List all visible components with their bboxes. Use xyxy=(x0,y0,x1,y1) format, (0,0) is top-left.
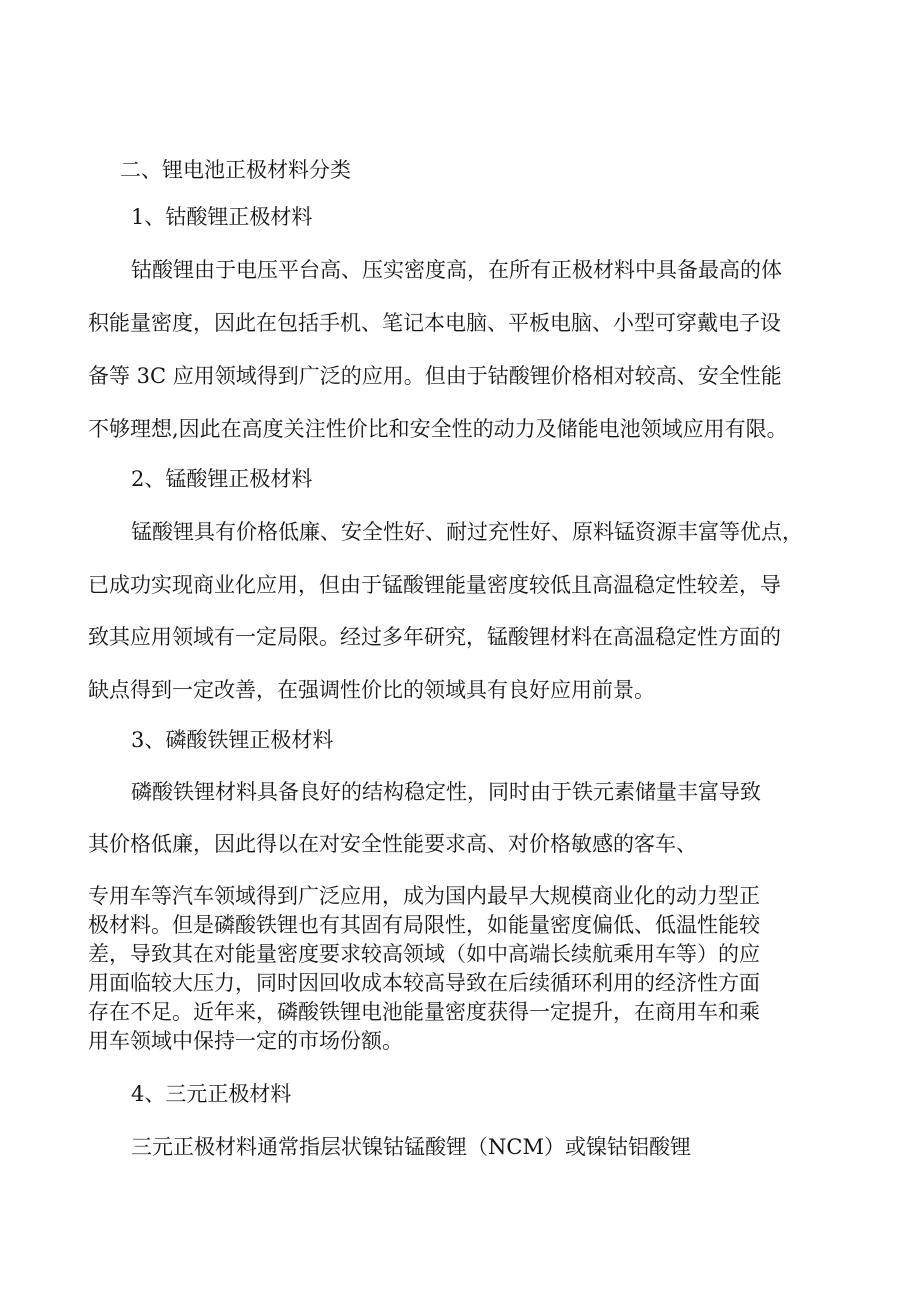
subsection-heading-3: 3、磷酸铁锂正极材料 xyxy=(131,728,334,752)
paragraph-line: 缺点得到一定改善，在强调性价比的领域具有良好应用前景。 xyxy=(88,678,655,702)
paragraph-line: 积能量密度，因此在包括手机、笔记本电脑、平板电脑、小型可穿戴电子设 xyxy=(88,311,781,335)
paragraph-line: 备等 3C 应用领域得到广泛的应用。但由于钴酸锂价格相对较高、安全性能 xyxy=(88,364,782,388)
paragraph-line: 用面临较大压力，同时因回收成本较高导致在后续循环利用的经济性方面 xyxy=(88,971,760,995)
paragraph-line: 极材料。但是磷酸铁锂也有其固有局限性，如能量密度偏低、低温性能较 xyxy=(88,913,760,937)
paragraph-line: 专用车等汽车领域得到广泛应用，成为国内最早大规模商业化的动力型正 xyxy=(88,884,760,908)
paragraph-line: 钴酸锂由于电压平台高、压实密度高，在所有正极材料中具备最高的体 xyxy=(131,258,782,282)
paragraph-line: 存在不足。近年来，磷酸铁锂电池能量密度获得一定提升，在商用车和乘 xyxy=(88,1000,760,1024)
paragraph-line: 锰酸锂具有价格低廉、安全性好、耐过充性好、原料锰资源丰富等优点， xyxy=(131,520,803,544)
subsection-heading-1: 1、钴酸锂正极材料 xyxy=(131,205,313,229)
subsection-heading-4: 4、三元正极材料 xyxy=(131,1082,292,1106)
paragraph-line: 不够理想,因此在高度关注性价比和安全性的动力及储能电池领域应用有限。 xyxy=(88,417,788,441)
paragraph-line: 磷酸铁锂材料具备良好的结构稳定性，同时由于铁元素储量丰富导致 xyxy=(131,780,761,804)
paragraph-line: 致其应用领域有一定局限。经过多年研究，锰酸锂材料在高温稳定性方面的 xyxy=(88,625,781,649)
paragraph-line: 三元正极材料通常指层状镍钴锰酸锂（NCM）或镍钴铝酸锂 xyxy=(131,1135,691,1159)
paragraph-line: 差，导致其在对能量密度要求较高领域（如中高端长续航乘用车等）的应 xyxy=(88,942,760,966)
section-title: 二、锂电池正极材料分类 xyxy=(120,158,351,182)
paragraph-line: 用车领域中保持一定的市场份额。 xyxy=(88,1029,403,1053)
paragraph-line: 已成功实现商业化应用，但由于锰酸锂能量密度较低且高温稳定性较差，导 xyxy=(88,573,781,597)
subsection-heading-2: 2、锰酸锂正极材料 xyxy=(131,467,313,491)
paragraph-line: 其价格低廉，因此得以在对安全性能要求高、对价格敏感的客车、 xyxy=(88,832,697,856)
